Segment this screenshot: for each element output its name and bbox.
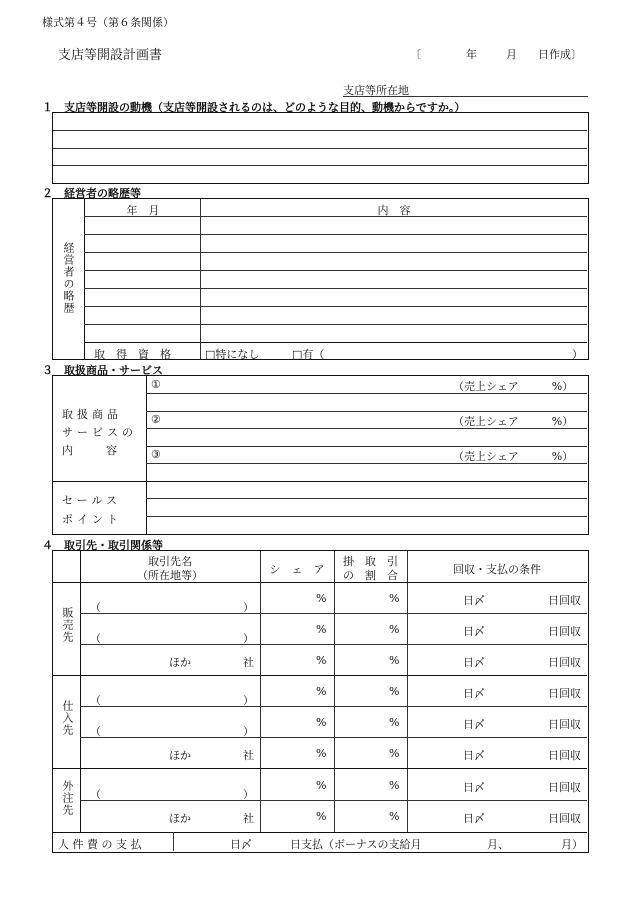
product-item-2-no: ② [151, 413, 161, 426]
row-paren-close: ） [243, 725, 254, 738]
salespoint-row-line [146, 516, 587, 517]
career-qual-line [84, 342, 587, 343]
product-item-1-share: （売上シェア %） [453, 380, 574, 393]
row-day-cutoff: 日〆 [463, 718, 485, 731]
group-label-sales: 販売先 [61, 607, 74, 643]
row-day-cutoff: 日〆 [463, 781, 485, 794]
row-paren-close: ） [243, 632, 254, 645]
row-share-percent: % [316, 685, 327, 698]
career-row-line [84, 270, 587, 271]
row-share-percent: % [316, 623, 327, 636]
career-row-line [84, 252, 587, 253]
products-salespoint-line [53, 481, 587, 482]
row-others: ほか [169, 656, 191, 669]
col-share: シ ェ ア [269, 563, 325, 576]
motive-line [53, 148, 587, 149]
row-share-percent: % [316, 810, 327, 823]
career-row-line [84, 288, 587, 289]
section1-heading: １ 支店等開設の動機（支店等開設されるのは、どのような目的、動機からですか。） [42, 101, 466, 114]
trade-group-divider [80, 551, 81, 832]
career-qual-divider [200, 342, 201, 359]
row-paren-open: （ [90, 632, 101, 645]
row-credit-percent: % [389, 779, 400, 792]
location-label: 支店等所在地 [343, 84, 409, 97]
products-row-line [146, 411, 587, 412]
row-share-percent: % [316, 654, 327, 667]
trade-row-line [80, 706, 587, 707]
product-item-2-share: （売上シェア %） [453, 415, 574, 428]
payroll-divider [173, 832, 174, 851]
career-side-divider [84, 199, 85, 359]
trade-col-divider [334, 551, 335, 832]
trade-row-line [80, 613, 587, 614]
section4-heading: ４ 取引先・取引関係等 [42, 539, 163, 552]
row-share-percent: % [316, 747, 327, 760]
products-label-2: サービスの [62, 426, 137, 439]
col-name-1: 取引先名 [148, 555, 192, 568]
row-paren-close: ） [243, 601, 254, 614]
salespoint-row-line [146, 498, 587, 499]
trade-row-line [80, 644, 587, 645]
date-day-made: 日作成〕 [538, 48, 582, 61]
qualification-close: ） [572, 348, 583, 361]
row-credit-percent: % [389, 810, 400, 823]
products-row-line [146, 446, 587, 447]
group-label-outsource: 外注先 [61, 780, 74, 816]
career-col-content: 内 容 [377, 204, 411, 217]
section2-heading: ２ 経営者の略歴等 [42, 187, 141, 200]
qualification-label: 取 得 資 格 [94, 348, 171, 361]
form-number: 様式第４号（第６条関係） [42, 16, 174, 29]
row-day-cutoff: 日〆 [463, 687, 485, 700]
payroll-line [53, 832, 587, 833]
row-day-collect: 日回収 [548, 656, 581, 669]
row-day-cutoff: 日〆 [463, 625, 485, 638]
row-day-collect: 日回収 [548, 749, 581, 762]
products-label-1: 取扱商品 [62, 408, 122, 421]
row-day-collect: 日回収 [548, 812, 581, 825]
trade-row-line [80, 800, 587, 801]
row-day-cutoff: 日〆 [463, 594, 485, 607]
row-day-cutoff: 日〆 [463, 812, 485, 825]
row-share-percent: % [316, 716, 327, 729]
trade-group-line [53, 675, 587, 676]
row-company: 社 [243, 749, 254, 762]
document-title: 支店等開設計画書 [58, 48, 163, 63]
payroll-label: 人 件 費 の 支 払 [58, 838, 142, 851]
row-share-percent: % [316, 592, 327, 605]
row-credit-percent: % [389, 685, 400, 698]
payroll-day-pay: 日支払（ボーナスの支給月 [290, 838, 422, 851]
row-others: ほか [169, 749, 191, 762]
row-paren-close: ） [243, 694, 254, 707]
group-label-purchase: 仕入先 [61, 700, 74, 736]
row-paren-open: （ [90, 601, 101, 614]
location-underline [343, 96, 588, 97]
career-row-line [84, 306, 587, 307]
payroll-month2: 月） [561, 838, 583, 851]
qualification-none-checkbox[interactable]: □特になし [205, 348, 260, 361]
row-day-collect: 日回収 [548, 594, 581, 607]
trade-group-line [53, 768, 587, 769]
career-side-label: 経営者の略歴 [62, 242, 75, 314]
trade-col-divider [260, 551, 261, 832]
salespoint-label-2: ポイント [62, 513, 122, 526]
row-share-percent: % [316, 779, 327, 792]
motive-line [53, 165, 587, 166]
qualification-yes-checkbox[interactable]: □有（ [292, 348, 325, 361]
career-row-line [84, 324, 587, 325]
row-day-collect: 日回収 [548, 718, 581, 731]
date-month: 月 [506, 48, 517, 61]
date-year: 年 [466, 48, 477, 61]
motive-line [53, 130, 587, 131]
row-day-collect: 日回収 [548, 781, 581, 794]
row-company: 社 [243, 656, 254, 669]
row-paren-open: （ [90, 725, 101, 738]
row-day-collect: 日回収 [548, 687, 581, 700]
row-day-cutoff: 日〆 [463, 749, 485, 762]
row-credit-percent: % [389, 747, 400, 760]
row-paren-open: （ [90, 788, 101, 801]
payroll-month1: 月、 [487, 838, 509, 851]
row-credit-percent: % [389, 716, 400, 729]
career-table [52, 198, 589, 360]
product-item-3-share: （売上シェア %） [453, 450, 574, 463]
motive-box[interactable] [52, 112, 589, 184]
career-col-date: 年 月 [126, 204, 160, 217]
trade-col-divider [407, 551, 408, 832]
col-name-2: （所在地等） [137, 569, 203, 582]
col-credit-1: 掛 取 引 [343, 555, 398, 568]
salespoint-label-1: セールス [62, 494, 122, 507]
row-day-collect: 日回収 [548, 625, 581, 638]
products-label-3: 内 容 [62, 444, 117, 457]
trade-row-line [80, 737, 587, 738]
row-credit-percent: % [389, 592, 400, 605]
col-credit-2: の 割 合 [343, 569, 398, 582]
col-terms: 回収・支払の条件 [453, 563, 541, 576]
row-credit-percent: % [389, 654, 400, 667]
row-others: ほか [169, 812, 191, 825]
row-day-cutoff: 日〆 [463, 656, 485, 669]
row-company: 社 [243, 812, 254, 825]
product-item-3-no: ③ [151, 448, 161, 461]
row-credit-percent: % [389, 623, 400, 636]
row-paren-close: ） [243, 788, 254, 801]
product-item-1-no: ① [151, 378, 161, 391]
section3-heading: ３ 取扱商品・サービス [42, 364, 163, 377]
date-open-bracket: 〔 [410, 48, 421, 61]
products-label-divider [146, 376, 147, 534]
career-row-line [84, 234, 587, 235]
payroll-day-cutoff: 日〆 [230, 838, 252, 851]
row-paren-open: （ [90, 694, 101, 707]
